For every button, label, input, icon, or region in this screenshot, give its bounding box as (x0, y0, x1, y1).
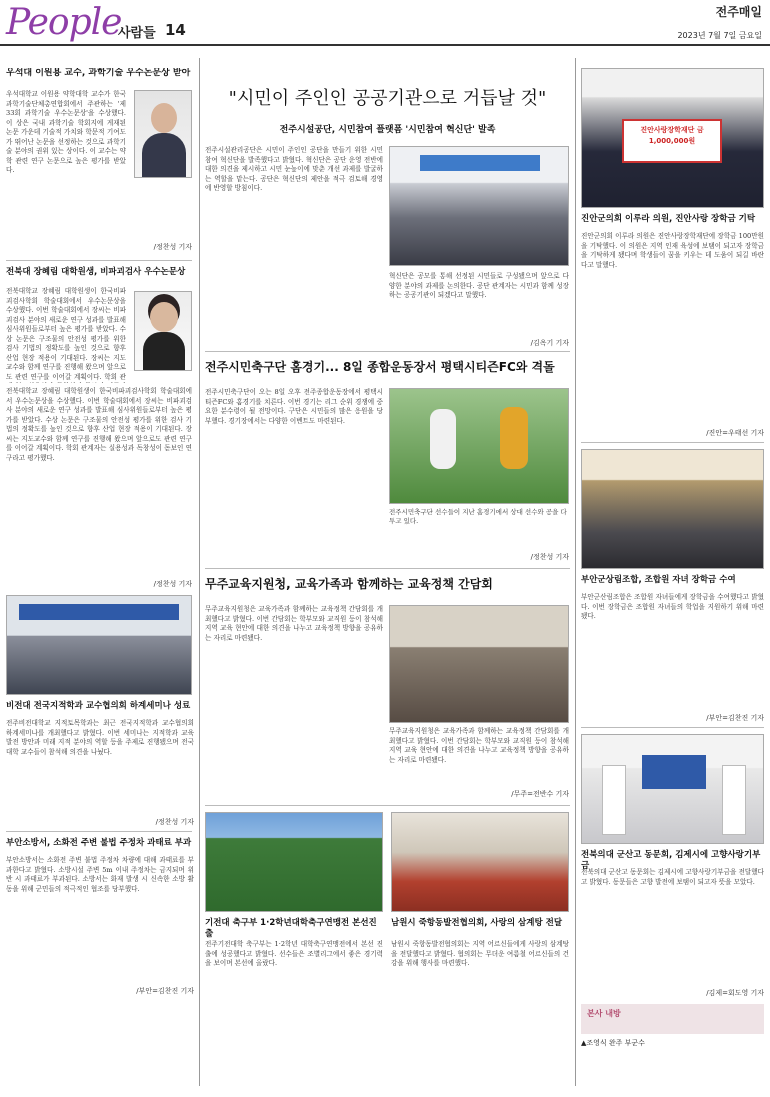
article-credit: /진안=우태선 기자 (706, 429, 764, 437)
article-credit: /부안=김찬진 기자 (706, 714, 764, 722)
article-body-continued: 무주교육지원청은 교육가족과 함께하는 교육정책 간담회를 개최했다고 밝혔다. 이번 간담회는 학부모와 교직원 등이 참석해 지역 교육 현안에 대한 의견을 나누고 교육정책 방향을 공유하는 자리로 마련됐다. (389, 727, 569, 764)
article-credit: /정찬성 기자 (153, 243, 192, 251)
lead-subheadline: 전주시설공단, 시민참여 플랫폼 '시민참여 혁신단' 발족 (279, 125, 496, 135)
article-headline: 전북의대 군산고 동문회, 김제시에 고향사랑기부금 (581, 850, 761, 871)
portrait-photo (134, 291, 192, 371)
article-body: 부안소방서는 소화전 주변 불법 주정차 차량에 대해 과태료를 부과한다고 밝혔다. 소방시설 주변 5m 이내 주정차는 금지되며 위반 시 과태료가 부과된다. 소방서는 화재 발생 시 신속한 소방 활동을 위해 군민들의 적극적인 협조를 당부했다. (6, 856, 194, 893)
samgyetang-photo (391, 812, 569, 912)
article-body: 무주교육지원청은 교육가족과 함께하는 교육정책 간담회를 개최했다고 밝혔다. 이번 간담회는 학부모와 교직원 등이 참석해 지역 교육 현안에 대한 의견을 나누고 교육정책 방향을 공유하는 자리로 마련됐다. (205, 605, 383, 642)
soccer-photo (389, 388, 569, 504)
article-headline: 전주시민축구단 홈경기... 8일 종합운동장서 평택시티즌FC와 격돌 (205, 360, 555, 374)
article-credit: /정찬성 기자 (153, 580, 192, 588)
article-headline: 기전대 축구부 1·2학년대학축구연맹전 본선진출 (205, 918, 377, 939)
article-headline: 무주교육지원청, 교육가족과 함께하는 교육정책 간담회 (205, 577, 493, 591)
article-body-continued: 전북대학교 장혜림 대학원생이 한국비파괴검사학회 학술대회에서 우수논문상을 수상했다. 이번 학술대회에서 장씨는 비파괴검사 분야의 새로운 연구 성과를 발표해 심사위원들로부터 높은 평가를 받았다. 수상 논문은 구조물의 안전성 평가를 위한 검사 기법의 정확도를 높인 것으로 향후 산업 현장 적용이 기대된다. 장씨는 지도교수와 함께 연구를 진행해 왔으며 앞으로도 관련 연구를 이어갈 계획이다. 학회 관계자는 실용성과 독창성이 돋보인 연구라고 평가했다. (6, 387, 192, 462)
column-divider (575, 58, 576, 1086)
article-credit: /김옥기 기자 (530, 339, 569, 347)
column-divider (199, 58, 200, 1086)
team-photo (205, 812, 383, 912)
article-credit: /김제=회도영 기자 (706, 989, 764, 997)
article-body: 남원시 죽항동발전협의회는 지역 어르신들에게 사랑의 삼계탕을 전달했다고 밝혔다. 협의회는 무더운 여름철 어르신들의 건강을 위해 행사를 마련했다. (391, 940, 569, 968)
section-name: 사람들 (118, 26, 156, 41)
scholarship-check-board: 진안사랑장학재단 금1,000,000원 (622, 119, 722, 163)
group-photo (6, 595, 192, 695)
office-visit-box: 본사 내방 (581, 1004, 764, 1034)
left-column (6, 68, 194, 1088)
article-body: 전주비전대학교 지적토목학과는 최근 전국지적학과 교수협의회 하계세미나를 개최했다고 밝혔다. 이번 세미나는 지적학과 교육 발전 방안과 미래 지적 분야의 역할 등을 주제로 진행됐으며 전국 대학 교수들이 참석해 의견을 나눴다. (6, 719, 194, 756)
meeting-photo (389, 605, 569, 723)
center-column (205, 68, 570, 1088)
right-column (581, 68, 764, 1088)
section-logo: People (6, 2, 122, 43)
lead-headline: "시민이 주인인 공공기관으로 거듭날 것" (228, 88, 547, 109)
article-body: 진안군의회 이루라 의원은 진안사랑장학재단에 장학금 100만원을 기탁했다. 이 의원은 지역 인재 육성에 보탬이 되고자 장학금을 기탁하게 됐다며 학생들이 꿈을 키우는 데 도움이 되길 바란다고 말했다. (581, 232, 764, 269)
group-photo (389, 146, 569, 266)
article-body: 전주기전대학 축구부는 1·2학년 대학축구연맹전에서 본선 진출에 성공했다고 밝혔다. 선수들은 조별리그에서 좋은 경기력을 보이며 본선에 올랐다. (205, 940, 383, 968)
article-headline: 진안군의회 이루라 의원, 진안사랑 장학금 기탁 (581, 214, 756, 224)
article-headline: 비전대 전국지적학과 교수협의회 하계세미나 성료 (6, 701, 191, 711)
office-visit-item: ▲조영식 완주 부군수 (581, 1039, 645, 1047)
article-body: 전북의대 군산고 동문회는 김제시에 고향사랑기부금을 전달했다고 밝혔다. 동문들은 고향 발전에 보탬이 되고자 뜻을 모았다. (581, 868, 764, 886)
article-body: 전주시민축구단이 오는 8일 오후 전주종합운동장에서 평택시티즌FC와 홈경기를 치른다. 이번 경기는 리그 순위 경쟁에 중요한 분수령이 될 전망이다. 구단은 시민들의 많은 응원을 당부했다. 경기장에서는 다양한 이벤트도 마련된다. (205, 388, 383, 425)
article-headline: 우석대 이원용 교수, 과학기술 우수논문상 받아 (6, 68, 191, 78)
scholarship-photo (581, 68, 764, 208)
article-headline: 전북대 장혜림 대학원생, 비파괴검사 우수논문상 (6, 267, 186, 277)
newspaper-name: 전주매일 (715, 5, 762, 19)
photo-caption: 전주시민축구단 선수들이 지난 홈경기에서 상대 선수와 공을 다투고 있다. (389, 508, 567, 526)
scholarship-group-photo (581, 449, 764, 569)
donation-photo (581, 734, 764, 844)
article-body: 우석대학교 이원용 약학대학 교수가 한국과학기술단체총연합회에서 주관하는 '제33회 과학기술 우수논문상'을 수상했다. 이 상은 국내 과학기술 학회지에 게재된 논문 가운데 기술적 가치와 학문적 기여도가 뛰어난 논문을 선정하는 것으로 과학기술 분야의 권위 있는 상이다. 이 교수는 약학 관련 연구 논문으로 높은 평가를 받았다. (6, 90, 126, 175)
article-headline: 부안소방서, 소화전 주변 불법 주정차 과태료 부과 (6, 838, 192, 848)
issue-date: 2023년 7월 7일 금요일 (677, 31, 762, 40)
article-body: 전북대학교 장혜림 대학원생이 한국비파괴검사학회 학술대회에서 우수논문상을 수상했다. 이번 학술대회에서 장씨는 비파괴검사 분야의 새로운 연구 성과를 발표해 심사위원들로부터 높은 평가를 받았다. 수상 논문은 구조물의 안전성 평가를 위한 검사 기법의 정확도를 높인 것으로 향후 산업 현장 적용이 기대된다. 장씨는 지도교수와 함께 연구를 진행해 왔으며 앞으로도 관련 연구를 이어갈 계획이다. 학회 관 (6, 287, 126, 381)
article-headline: 남원시 죽항동발전협의회, 사랑의 삼계탕 전달 (391, 918, 563, 928)
page-header (0, 0, 770, 46)
article-credit: /무주=전반수 기자 (511, 790, 569, 798)
article-credit: /정찬성 기자 (530, 553, 569, 561)
article-credit: /정찬성 기자 (155, 818, 194, 826)
article-body: 부안군산림조합은 조합원 자녀들에게 장학금을 수여했다고 밝혔다. 이번 장학금은 조합원 자녀들의 학업을 지원하기 위해 마련됐다. (581, 593, 764, 621)
page-number: 14 (165, 21, 186, 39)
article-body-continued: 혁신단은 공모를 통해 선정된 시민들로 구성됐으며 앞으로 다양한 분야의 과제를 논의한다. 공단 관계자는 시민과 함께 성장하는 공공기관이 되겠다고 말했다. (389, 272, 569, 300)
article-headline: 부안군상림조합, 조합원 자녀 장학금 수여 (581, 575, 736, 585)
portrait-photo (134, 90, 192, 178)
article-credit: /부안=김찬진 기자 (136, 987, 194, 995)
article-body: 전주시설관리공단은 시민이 주인인 공단을 만들기 위한 시민참여 혁신단을 발족했다고 밝혔다. 혁신단은 공단 운영 전반에 대한 의견을 제시하고 시민 눈높이에 맞춘 개선 과제를 발굴하는 역할을 맡는다. 공단은 혁신단의 제안을 적극 검토해 경영에 반영할 방침이다. (205, 146, 383, 193)
